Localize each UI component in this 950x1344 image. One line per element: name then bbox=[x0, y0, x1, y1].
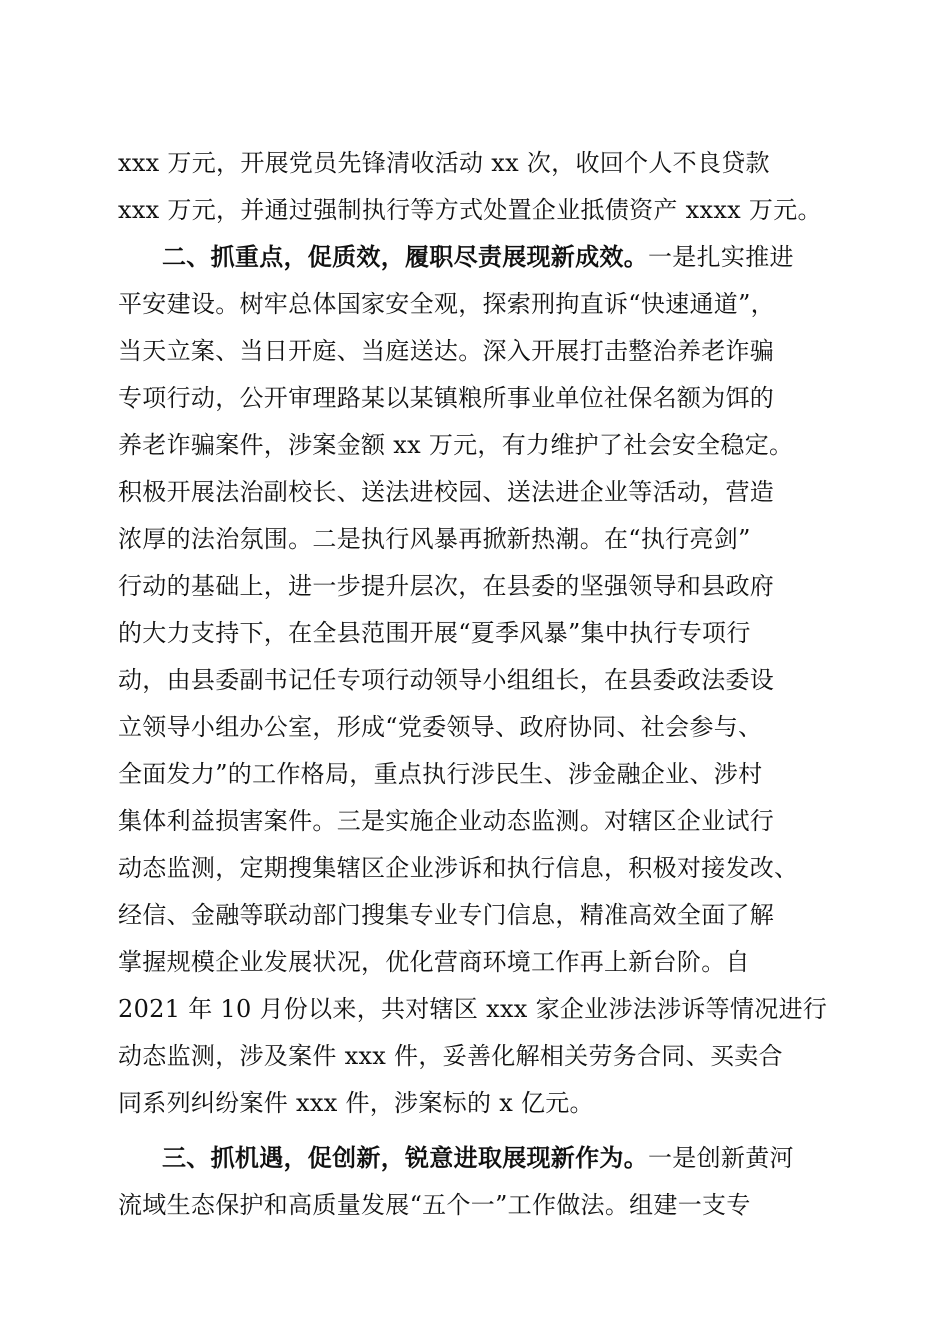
body-line: 动态监测，定期搜集辖区企业涉诉和执行信息，积极对接发改、 bbox=[118, 854, 799, 882]
body-line: 行动的基础上，进一步提升层次，在县委的坚强领导和县政府 bbox=[118, 572, 775, 600]
section-heading: 二、抓重点，促质效，履职尽责展现新成效。 bbox=[162, 243, 648, 271]
section-heading-line bbox=[118, 234, 838, 281]
body-line: 积极开展法治副校长、送法进校园、送法进企业等活动，营造 bbox=[118, 478, 775, 506]
body-line: xxx 万元，开展党员先锋清收活动 xx 次，收回个人不良贷款 bbox=[118, 149, 770, 177]
body-line: 集体利益损害案件。三是实施企业动态监测。对辖区企业试行 bbox=[118, 807, 775, 835]
body-line: 掌握规模企业发展状况，优化营商环境工作再上新台阶。自 bbox=[118, 948, 750, 976]
body-line: 专项行动，公开审理路某以某镇粮所事业单位社保名额为饵的 bbox=[118, 384, 775, 412]
body-line: 流域生态保护和高质量发展“五个一”工作做法。组建一支专 bbox=[118, 1191, 751, 1219]
body-line: 当天立案、当日开庭、当庭送达。深入开展打击整治养老诈骗 bbox=[118, 337, 775, 365]
body-line: 浓厚的法治氛围。二是执行风暴再掀新热潮。在“执行亮剑” bbox=[118, 525, 751, 553]
body-line: 立领导小组办公室，形成“党委领导、政府协同、社会参与、 bbox=[118, 713, 763, 741]
body-line: 平安建设。树牢总体国家安全观，探索刑拘直诉“快速通道”， bbox=[118, 290, 775, 318]
section-heading: 三、抓机遇，促创新，锐意进取展现新作为。 bbox=[162, 1144, 648, 1172]
body-line: xxx 万元，并通过强制执行等方式处置企业抵债资产 xxxx 万元。 bbox=[118, 196, 822, 224]
body-line: 全面发力”的工作格局，重点执行涉民生、涉金融企业、涉村 bbox=[118, 760, 763, 788]
body-line: 动态监测，涉及案件 xxx 件，妥善化解相关劳务合同、买卖合 bbox=[118, 1042, 783, 1070]
body-line: 的大力支持下，在全县范围开展“夏季风暴”集中执行专项行 bbox=[118, 619, 751, 647]
section-heading-line bbox=[118, 1135, 838, 1182]
body-line: 动，由县委副书记任专项行动领导小组组长，在县委政法委设 bbox=[118, 666, 775, 694]
body-line: 养老诈骗案件，涉案金额 xx 万元，有力维护了社会安全稳定。 bbox=[118, 431, 794, 459]
body-line: 2021 年 10 月份以来，共对辖区 xxx 家企业涉法涉诉等情况进行 bbox=[118, 995, 828, 1023]
body-line: 同系列纠纷案件 xxx 件，涉案标的 x 亿元。 bbox=[118, 1089, 594, 1117]
body-text: 一是扎实推进 bbox=[648, 243, 794, 271]
document-body bbox=[118, 140, 838, 1229]
body-text: 一是创新黄河 bbox=[648, 1144, 794, 1172]
body-line: 经信、金融等联动部门搜集专业专门信息，精准高效全面了解 bbox=[118, 901, 775, 929]
